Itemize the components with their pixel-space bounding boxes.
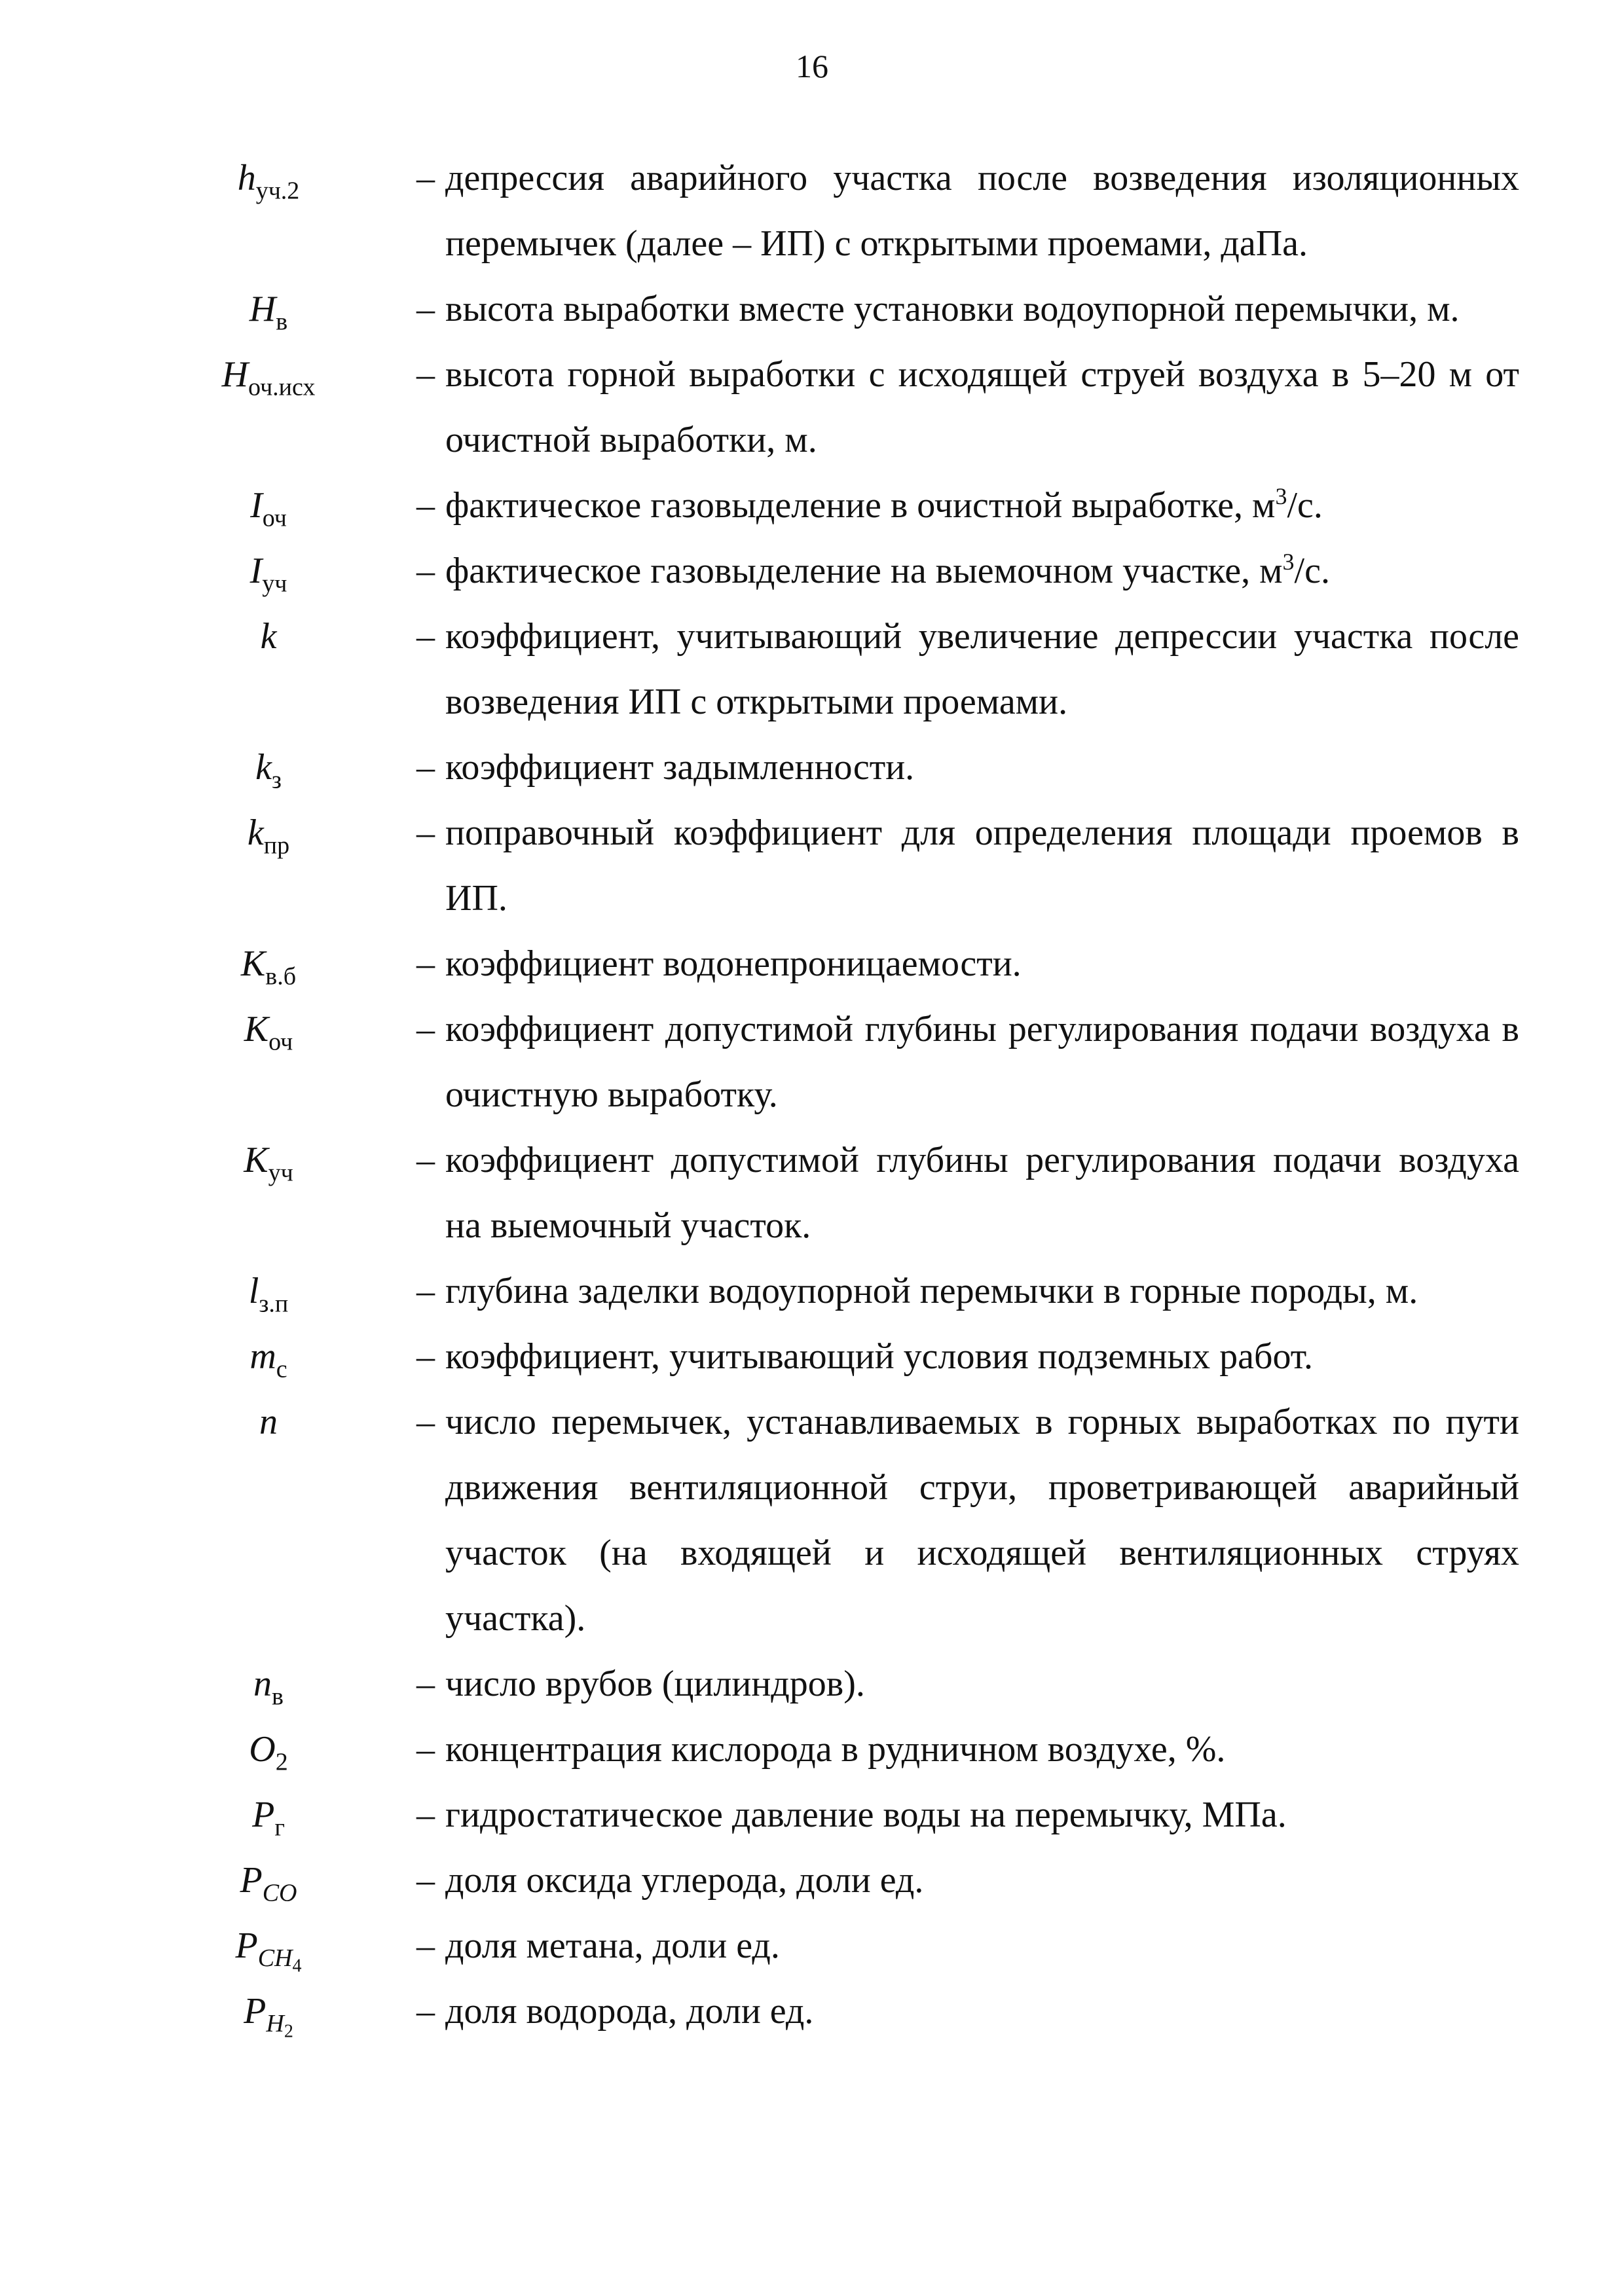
dash: – [416, 551, 435, 591]
definition-text: доля оксида углерода, доли ед. [445, 1860, 924, 1901]
definition-text: доля водорода, доли ед. [445, 1991, 814, 2032]
definition-entry [0, 1324, 1624, 1389]
dash: – [416, 289, 435, 329]
dash: – [416, 1925, 435, 1966]
dash: – [416, 1795, 435, 1835]
definition-text: число перемычек, устанавливаемых в горных выработках по пути движения вентиляционной струи, проветривающей аварийный участок (на входящей и исходящей вентиляционных струях участка). [445, 1402, 1519, 1639]
symbol: $k_{пр}$ [247, 812, 290, 860]
definition-entry [0, 342, 1624, 473]
dash: – [416, 485, 435, 526]
dash: – [416, 1860, 435, 1901]
symbol: $P_{CO}$ [240, 1860, 297, 1907]
definition-entry [0, 800, 1624, 931]
definition-entry [0, 1389, 1624, 1651]
symbol: $h_{уч.2}$ [237, 158, 300, 205]
definition-entry [0, 735, 1624, 800]
definition-text: доля метана, доли ед. [445, 1925, 780, 1966]
definition-text: коэффициент, учитывающий увеличение депрессии участка после возведения ИП с открытыми проемами. [445, 616, 1519, 722]
definition-entry [0, 1127, 1624, 1258]
dash: – [416, 158, 435, 198]
definition-text: коэффициент водонепроницаемости. [445, 943, 1022, 984]
definition-entry [0, 1258, 1624, 1324]
symbol: $P_{CH_4}$ [235, 1925, 302, 1977]
dash: – [416, 1729, 435, 1770]
symbol: $K_{в.б}$ [240, 943, 297, 991]
definition-text: глубина заделки водоупорной перемычки в горные породы, м. [445, 1271, 1418, 1311]
definition-text: депрессия аварийного участка после возведения изоляционных перемычек (далее – ИП) с открытыми проемами, даПа. [445, 158, 1519, 264]
definition-text: высота горной выработки с исходящей струей воздуха в 5–20 м от очистной выработки, м. [445, 354, 1519, 460]
definition-text: коэффициент, учитывающий условия подземных работ. [445, 1336, 1314, 1377]
dash: – [416, 747, 435, 788]
definition-entry [0, 473, 1624, 538]
symbol: $n_в$ [253, 1664, 284, 1711]
symbol: $H_{оч.исх}$ [221, 354, 316, 401]
definition-entry [0, 145, 1624, 276]
dash: – [416, 354, 435, 395]
dash: – [416, 1402, 435, 1442]
definition-entry [0, 1978, 1624, 2044]
dash: – [416, 812, 435, 853]
dash: – [416, 616, 435, 657]
dash: – [416, 943, 435, 984]
definition-entry [0, 1717, 1624, 1782]
dash: – [416, 1664, 435, 1704]
definition-text: коэффициент допустимой глубины регулирования подачи воздуха на выемочный участок. [445, 1140, 1519, 1246]
definition-entry [0, 604, 1624, 735]
symbol: $I_{уч}$ [249, 551, 287, 598]
symbol: $P_{H_2}$ [244, 1991, 293, 2042]
page-number: 16 [796, 48, 828, 84]
definition-entry [0, 996, 1624, 1127]
definition-text: фактическое газовыделение в очистной выработке, $м^3/с$. [445, 483, 1323, 526]
definition-text: поправочный коэффициент для определения площади проемов в ИП. [445, 812, 1519, 919]
definition-text: гидростатическое давление воды на перемычку, МПа. [445, 1795, 1287, 1835]
symbol: k [260, 616, 277, 657]
dash: – [416, 1009, 435, 1049]
definition-text: высота выработки вместе установки водоупорной перемычки, м. [445, 289, 1460, 329]
definition-text: коэффициент допустимой глубины регулирования подачи воздуха в очистную выработку. [445, 1009, 1519, 1115]
symbol: $k_з$ [255, 747, 282, 794]
definition-text: фактическое газовыделение на выемочном участке, $м^3/с$. [445, 549, 1330, 591]
symbol: $H_в$ [249, 289, 288, 336]
dash: – [416, 1336, 435, 1377]
symbol: n [259, 1402, 278, 1442]
definition-text: число врубов (цилиндров). [445, 1664, 865, 1704]
symbol: $m_с$ [249, 1336, 287, 1383]
symbol: $I_{оч}$ [250, 485, 287, 532]
definition-entry [0, 538, 1624, 604]
definition-text: коэффициент задымленности. [445, 747, 915, 788]
symbol: $O_2$ [249, 1729, 288, 1776]
definition-entry [0, 1848, 1624, 1913]
definition-text: концентрация кислорода в рудничном воздухе, %. [445, 1729, 1226, 1770]
definition-entry [0, 931, 1624, 996]
definition-entry [0, 1651, 1624, 1717]
definition-entry [0, 1913, 1624, 1978]
dash: – [416, 1140, 435, 1180]
dash: – [416, 1271, 435, 1311]
definition-entry [0, 1782, 1624, 1848]
symbol: $K_{оч}$ [244, 1009, 293, 1056]
symbol: $l_{з.п}$ [248, 1271, 289, 1318]
symbol: $K_{уч}$ [244, 1140, 293, 1187]
symbol: $P_г$ [252, 1795, 285, 1842]
definitions-list [0, 145, 1624, 2044]
dash: – [416, 1991, 435, 2032]
definition-entry [0, 276, 1624, 342]
